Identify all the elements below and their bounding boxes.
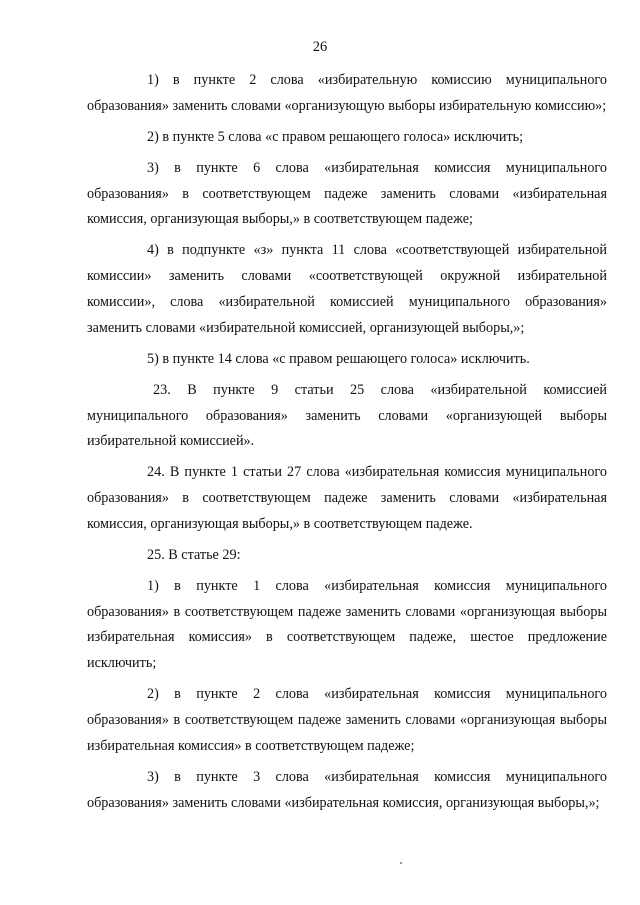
paragraph-section-25-heading: 25. В статье 29: bbox=[147, 546, 241, 563]
paragraph-section-23: 23. В пункте 9 статьи 25 слова «избирательной комиссией муниципального образования» заменить словами «организующей выборы избирательной комиссией». bbox=[87, 381, 607, 450]
paragraph-section-25-item-1: 1) в пункте 1 слова «избирательная комиссия муниципального образования» в соответствующем падеже заменить словами «организующая выборы избирательная комиссия» в соответствующем падеже, шестое предложение исключить; bbox=[87, 577, 607, 672]
paragraph-item-3: 3) в пункте 6 слова «избирательная комиссия муниципального образования» в соответствующем падеже заменить словами «избирательная комиссия, организующая выборы,» в соответствующем падеже; bbox=[87, 159, 607, 228]
paragraph-item-1: 1) в пункте 2 слова «избирательную комиссию муниципального образования» заменить словами «организующую выборы избирательную комиссию»; bbox=[87, 72, 607, 114]
page-number: 26 bbox=[312, 39, 328, 55]
paragraph-section-25-item-3: 3) в пункте 3 слова «избирательная комиссия муниципального образования» заменить словами «избирательная комиссия, организующая выборы,»; bbox=[87, 768, 607, 811]
paragraph-section-25-item-2: 2) в пункте 2 слова «избирательная комиссия муниципального образования» в соответствующем падеже заменить словами «организующая выборы избирательная комиссия» в соответствующем падеже; bbox=[87, 686, 607, 754]
paragraph-item-5: 5) в пункте 14 слова «с правом решающего голоса» исключить. bbox=[147, 350, 530, 367]
scan-speck bbox=[400, 862, 402, 864]
paragraph-item-2: 2) в пункте 5 слова «с правом решающего голоса» исключить; bbox=[147, 128, 524, 145]
paragraph-section-24: 24. В пункте 1 статьи 27 слова «избирательная комиссия муниципального образования» в соответствующем падеже заменить словами «избирательная комиссия, организующая выборы,» в соответствующем падеже. bbox=[87, 464, 607, 532]
document-body bbox=[87, 68, 607, 822]
paragraph-item-4: 4) в подпункте «з» пункта 11 слова «соответствующей избирательной комиссии» заменить словами «соответствующей окружной избирательной комиссии», слова «избирательной комиссией муниципального образования» заменить словами «избирательной комиссией, организующей выборы,»; bbox=[87, 242, 607, 336]
